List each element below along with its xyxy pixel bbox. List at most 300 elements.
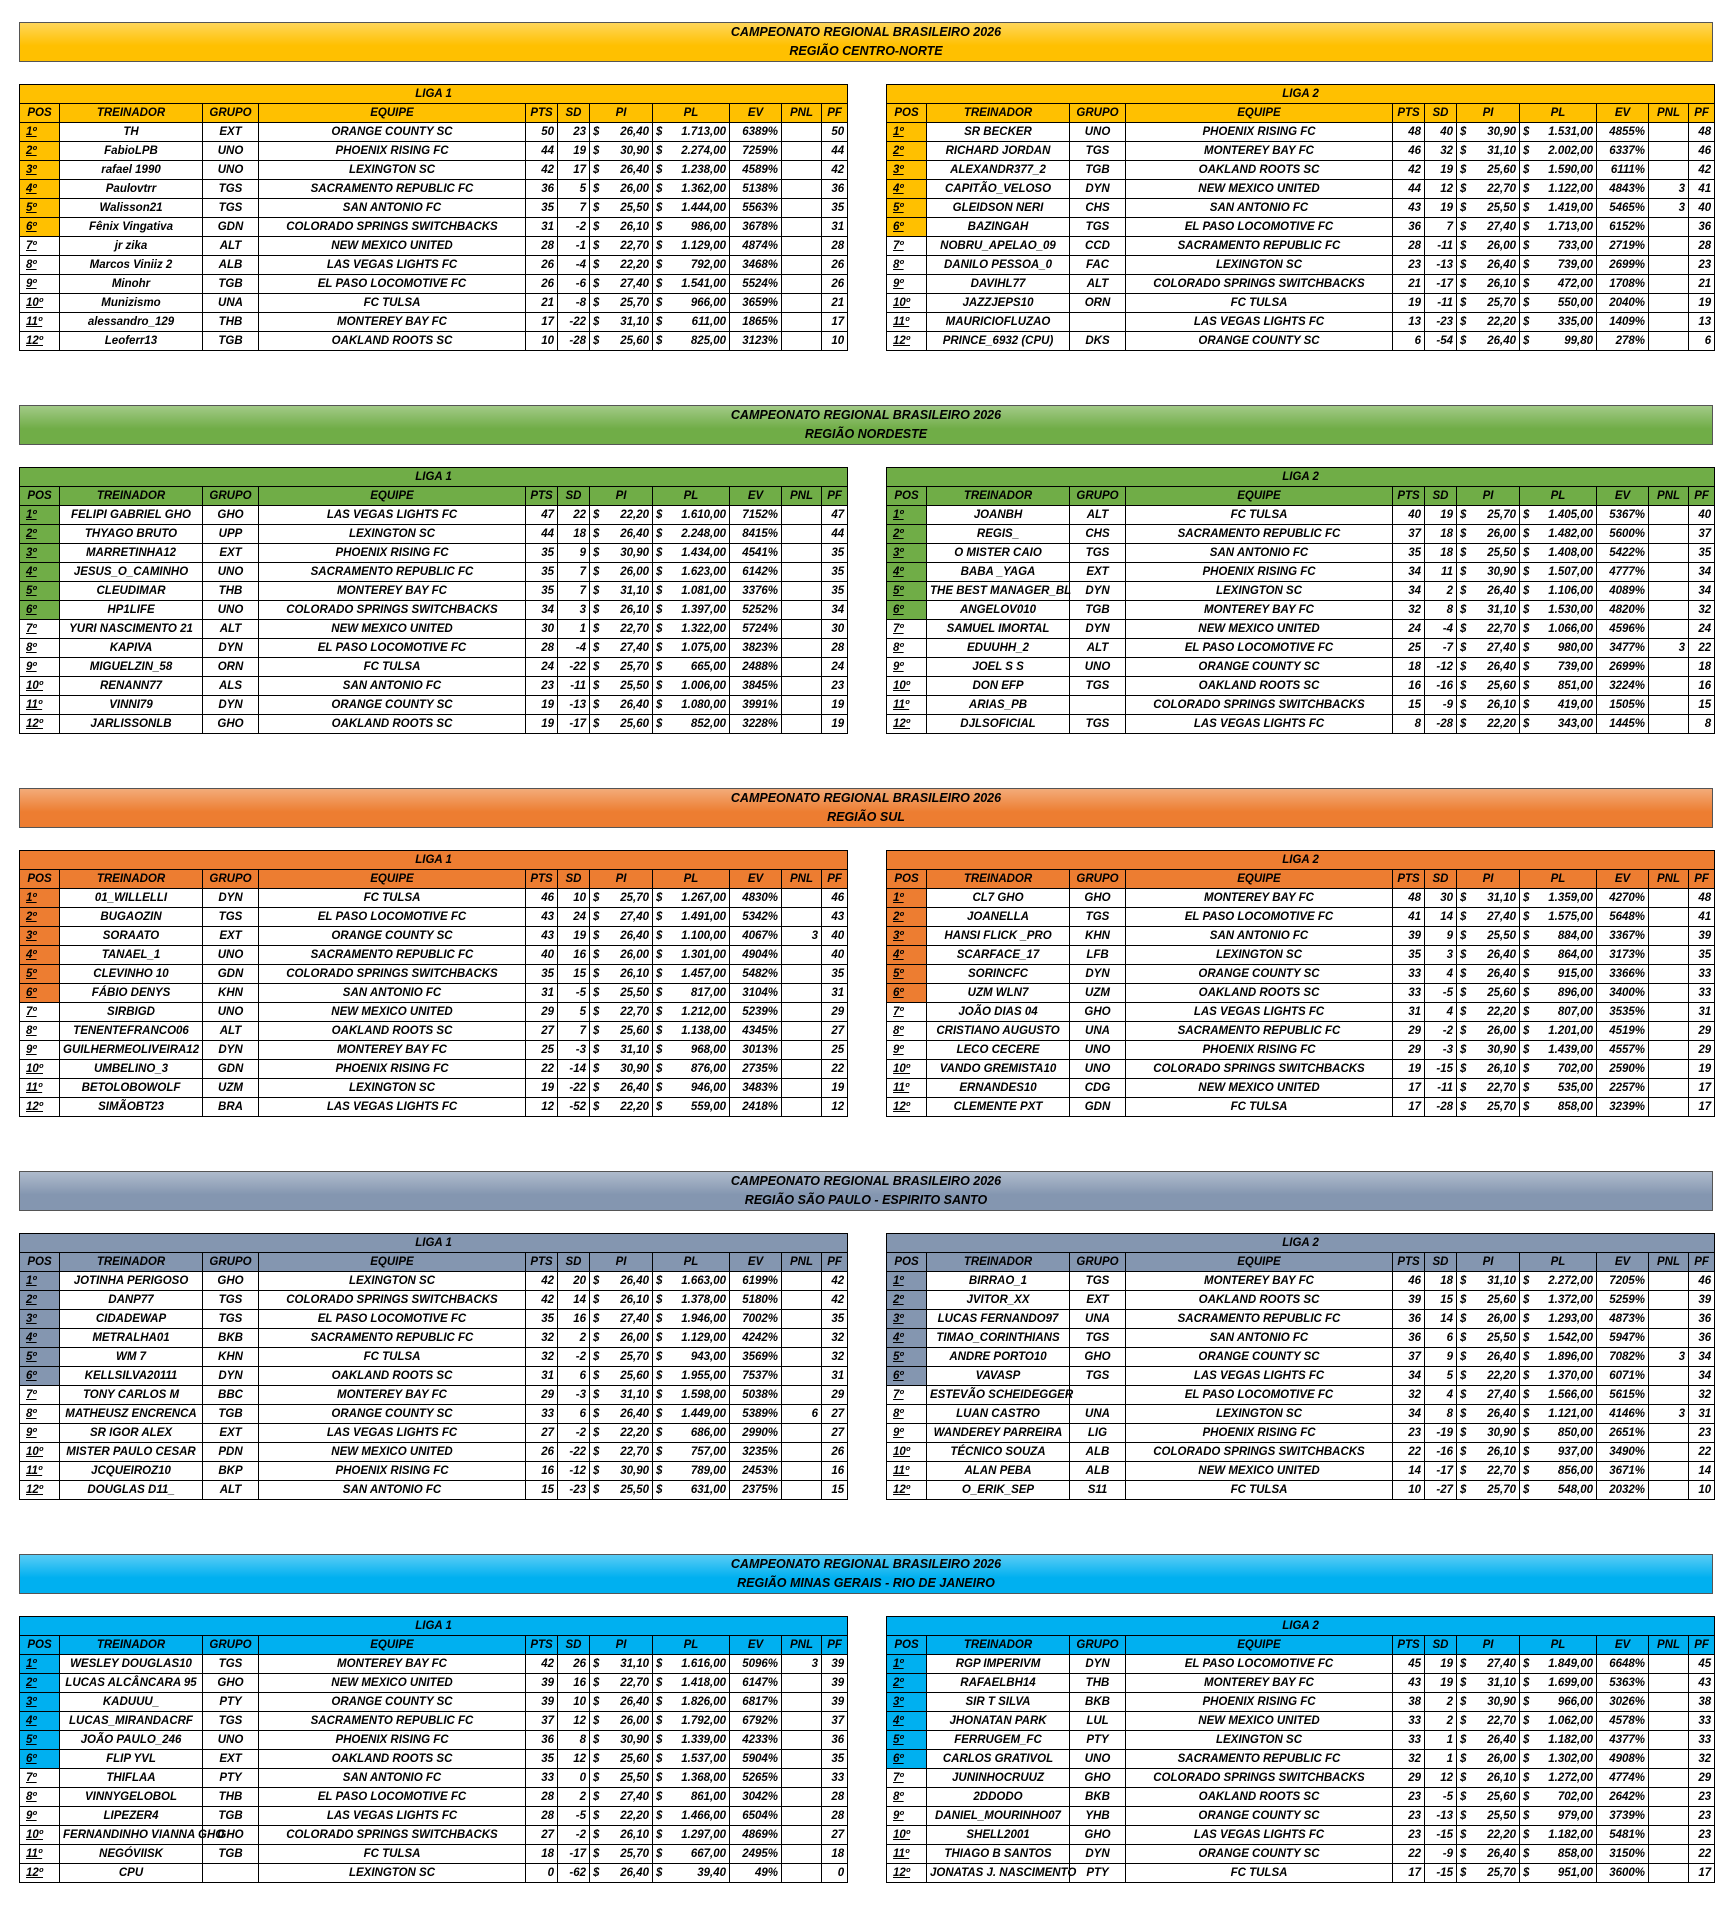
coach-name: Minohr: [60, 275, 203, 294]
goal-difference: -17: [1425, 1462, 1457, 1481]
pi-value: $ 26,40: [590, 1864, 653, 1883]
team-name: SACRAMENTO REPUBLIC FC: [259, 1329, 526, 1348]
team-name: FC TULSA: [259, 294, 526, 313]
currency-symbol: $: [593, 221, 600, 233]
header-row: [20, 487, 848, 506]
ev-value: 3224%: [1597, 677, 1649, 696]
ev-value: 5482%: [730, 965, 782, 984]
coach-name: LIPEZER4: [60, 1807, 203, 1826]
team-name: LEXINGTON SC: [1126, 946, 1393, 965]
penalty: [1649, 1769, 1689, 1788]
currency-symbol: $: [593, 335, 600, 347]
currency-symbol: $: [1460, 1370, 1467, 1382]
team-name: ORANGE COUNTY SC: [1126, 965, 1393, 984]
standing-row: [20, 1864, 848, 1883]
standing-row: [887, 1041, 1715, 1060]
team-name: PHOENIX RISING FC: [1126, 1424, 1393, 1443]
points: 42: [526, 1291, 558, 1310]
position: 1º: [20, 123, 60, 142]
pi-value: $ 26,10: [590, 601, 653, 620]
group: GDN: [1070, 1098, 1126, 1117]
pi-value: $ 31,10: [590, 313, 653, 332]
pi-value: $ 22,20: [1457, 1367, 1520, 1386]
goal-difference: -22: [558, 658, 590, 677]
pl-value: $ 702,00: [1520, 1060, 1597, 1079]
goal-difference: -8: [558, 294, 590, 313]
ev-value: 2375%: [730, 1481, 782, 1500]
position: 2º: [20, 1674, 60, 1693]
currency-symbol: $: [593, 183, 600, 195]
position: 9º: [20, 275, 60, 294]
group: PDN: [203, 1443, 259, 1462]
ev-value: 3671%: [1597, 1462, 1649, 1481]
team-name: LAS VEGAS LIGHTS FC: [259, 1098, 526, 1117]
group: TGB: [1070, 161, 1126, 180]
final-points: 27: [822, 1022, 848, 1041]
final-points: 31: [822, 984, 848, 1003]
currency-symbol: $: [1523, 547, 1530, 559]
currency-symbol: $: [1523, 566, 1530, 578]
goal-difference: -15: [1425, 1060, 1457, 1079]
pi-value: $ 25,60: [590, 715, 653, 734]
standing-row: [887, 889, 1715, 908]
group: UNO: [1070, 123, 1126, 142]
position: 12º: [887, 332, 927, 351]
pl-value: $ 2.248,00: [653, 525, 730, 544]
group: BRA: [203, 1098, 259, 1117]
team-name: LEXINGTON SC: [1126, 256, 1393, 275]
pi-value: $ 22,70: [590, 1003, 653, 1022]
pi-value: $ 22,70: [1457, 180, 1520, 199]
penalty: [1649, 1864, 1689, 1883]
column-header: PNL: [1649, 1253, 1689, 1272]
team-name: ORANGE COUNTY SC: [1126, 1807, 1393, 1826]
coach-name: JOANELLA: [927, 908, 1070, 927]
ev-value: 5038%: [730, 1386, 782, 1405]
coach-name: ANGELOV010: [927, 601, 1070, 620]
ev-value: 2990%: [730, 1424, 782, 1443]
goal-difference: 14: [1425, 1310, 1457, 1329]
group: CHS: [1070, 525, 1126, 544]
position: 3º: [887, 544, 927, 563]
standing-row: [20, 142, 848, 161]
penalty: 3: [1649, 180, 1689, 199]
pl-value: $ 667,00: [653, 1845, 730, 1864]
currency-symbol: $: [593, 1389, 600, 1401]
group: UNO: [203, 1731, 259, 1750]
currency-symbol: $: [593, 949, 600, 961]
penalty: [782, 658, 822, 677]
currency-symbol: $: [656, 680, 663, 692]
pi-value: $ 25,70: [1457, 1864, 1520, 1883]
final-points: 18: [822, 1845, 848, 1864]
goal-difference: -13: [558, 696, 590, 715]
currency-symbol: $: [593, 1867, 600, 1879]
goal-difference: 23: [558, 123, 590, 142]
column-header: POS: [887, 1636, 927, 1655]
final-points: 35: [822, 199, 848, 218]
pi-value: $ 26,00: [590, 1329, 653, 1348]
points: 29: [526, 1003, 558, 1022]
coach-name: THE BEST MANAGER_BL: [927, 582, 1070, 601]
position: 8º: [20, 639, 60, 658]
goal-difference: -11: [1425, 237, 1457, 256]
pi-value: $ 22,70: [590, 237, 653, 256]
goal-difference: 19: [1425, 161, 1457, 180]
column-header: PTS: [526, 487, 558, 506]
currency-symbol: $: [656, 1351, 663, 1363]
currency-symbol: $: [1460, 968, 1467, 980]
currency-symbol: $: [593, 164, 600, 176]
standing-row: [887, 506, 1715, 525]
penalty: 3: [782, 927, 822, 946]
penalty: [1649, 1845, 1689, 1864]
goal-difference: -5: [558, 1807, 590, 1826]
team-name: EL PASO LOCOMOTIVE FC: [1126, 908, 1393, 927]
position: 1º: [887, 1272, 927, 1291]
penalty: [782, 1079, 822, 1098]
pi-value: $ 26,10: [1457, 1443, 1520, 1462]
coach-name: JOEL S S: [927, 658, 1070, 677]
final-points: 31: [1689, 1405, 1715, 1424]
column-header: SD: [558, 870, 590, 889]
currency-symbol: $: [1460, 145, 1467, 157]
currency-symbol: $: [1460, 221, 1467, 233]
points: 22: [526, 1060, 558, 1079]
column-header: PL: [653, 104, 730, 123]
pl-value: $ 1.122,00: [1520, 180, 1597, 199]
team-name: COLORADO SPRINGS SWITCHBACKS: [1126, 696, 1393, 715]
ev-value: 6337%: [1597, 142, 1649, 161]
pi-value: $ 26,40: [590, 161, 653, 180]
standing-row: [20, 946, 848, 965]
pl-value: $ 1.542,00: [1520, 1329, 1597, 1348]
points: 48: [1393, 889, 1425, 908]
penalty: 3: [1649, 1405, 1689, 1424]
goal-difference: 12: [558, 1712, 590, 1731]
standing-row: [887, 946, 1715, 965]
pl-value: $ 1.419,00: [1520, 199, 1597, 218]
penalty: [782, 1367, 822, 1386]
team-name: LAS VEGAS LIGHTS FC: [259, 256, 526, 275]
group: DYN: [203, 1041, 259, 1060]
standing-row: [20, 218, 848, 237]
position: 5º: [20, 582, 60, 601]
penalty: [1649, 313, 1689, 332]
points: 34: [1393, 1367, 1425, 1386]
ev-value: 5648%: [1597, 908, 1649, 927]
penalty: [782, 1693, 822, 1712]
column-header: TREINADOR: [927, 870, 1070, 889]
position: 4º: [887, 563, 927, 582]
position: 10º: [20, 677, 60, 696]
group: ALT: [1070, 639, 1126, 658]
standing-row: [887, 1481, 1715, 1500]
goal-difference: -23: [1425, 313, 1457, 332]
column-header: POS: [887, 104, 927, 123]
currency-symbol: $: [1523, 1082, 1530, 1094]
position: 11º: [887, 696, 927, 715]
coach-name: ANDRE PORTO10: [927, 1348, 1070, 1367]
points: 26: [526, 256, 558, 275]
standing-row: [20, 1022, 848, 1041]
position: 11º: [20, 696, 60, 715]
column-header: PI: [1457, 1636, 1520, 1655]
points: 34: [1393, 1405, 1425, 1424]
points: 43: [1393, 1674, 1425, 1693]
pl-value: $ 1.359,00: [1520, 889, 1597, 908]
currency-symbol: $: [1523, 987, 1530, 999]
pl-value: $ 966,00: [1520, 1693, 1597, 1712]
pi-value: $ 25,50: [1457, 544, 1520, 563]
column-header: TREINADOR: [60, 1636, 203, 1655]
goal-difference: -28: [558, 332, 590, 351]
column-header: TREINADOR: [927, 1253, 1070, 1272]
team-name: NEW MEXICO UNITED: [1126, 620, 1393, 639]
points: 19: [526, 715, 558, 734]
column-header: GRUPO: [203, 1636, 259, 1655]
penalty: [1649, 1098, 1689, 1117]
points: 26: [526, 1443, 558, 1462]
currency-symbol: $: [593, 1829, 600, 1841]
currency-symbol: $: [656, 1772, 663, 1784]
position: 1º: [20, 889, 60, 908]
coach-name: JONATAS J. NASCIMENTO: [927, 1864, 1070, 1883]
pi-value: $ 26,10: [590, 1826, 653, 1845]
goal-difference: -17: [558, 1845, 590, 1864]
goal-difference: -2: [1425, 1022, 1457, 1041]
position: 4º: [887, 946, 927, 965]
pi-value: $ 26,40: [590, 1079, 653, 1098]
coach-name: FÁBIO DENYS: [60, 984, 203, 1003]
position: 10º: [20, 294, 60, 313]
column-header: EV: [730, 104, 782, 123]
group: GHO: [1070, 889, 1126, 908]
coach-name: TIMAO_CORINTHIANS: [927, 1329, 1070, 1348]
team-name: NEW MEXICO UNITED: [259, 237, 526, 256]
position: 9º: [887, 1041, 927, 1060]
team-name: PHOENIX RISING FC: [259, 544, 526, 563]
position: 2º: [887, 142, 927, 161]
pi-value: $ 25,50: [590, 677, 653, 696]
position: 8º: [887, 256, 927, 275]
pl-value: $ 856,00: [1520, 1462, 1597, 1481]
pl-value: $ 1.201,00: [1520, 1022, 1597, 1041]
group: TGS: [1070, 1329, 1126, 1348]
column-header: SD: [558, 1253, 590, 1272]
pl-value: $ 966,00: [653, 294, 730, 313]
standing-row: [887, 544, 1715, 563]
pi-value: $ 26,00: [1457, 1750, 1520, 1769]
ev-value: 5724%: [730, 620, 782, 639]
pl-value: $ 1.623,00: [653, 563, 730, 582]
team-name: NEW MEXICO UNITED: [1126, 180, 1393, 199]
penalty: [1649, 946, 1689, 965]
final-points: 23: [822, 677, 848, 696]
currency-symbol: $: [1460, 1351, 1467, 1363]
coach-name: FELIPI GABRIEL GHO: [60, 506, 203, 525]
goal-difference: -19: [1425, 1424, 1457, 1443]
penalty: [1649, 965, 1689, 984]
currency-symbol: $: [656, 1408, 663, 1420]
penalty: [1649, 1079, 1689, 1098]
pi-value: $ 26,40: [590, 927, 653, 946]
pl-value: $ 739,00: [1520, 658, 1597, 677]
points: 28: [1393, 237, 1425, 256]
penalty: [782, 237, 822, 256]
league-name: LIGA 1: [20, 468, 848, 487]
standing-row: [20, 677, 848, 696]
column-header: TREINADOR: [60, 870, 203, 889]
final-points: 34: [822, 601, 848, 620]
currency-symbol: $: [1523, 240, 1530, 252]
points: 24: [1393, 620, 1425, 639]
goal-difference: -1: [558, 237, 590, 256]
final-points: 39: [1689, 1291, 1715, 1310]
team-name: MONTEREY BAY FC: [259, 582, 526, 601]
currency-symbol: $: [656, 1294, 663, 1306]
penalty: [782, 1003, 822, 1022]
team-name: OAKLAND ROOTS SC: [259, 715, 526, 734]
ev-value: 7152%: [730, 506, 782, 525]
goal-difference: 1: [1425, 1731, 1457, 1750]
standing-row: [887, 1712, 1715, 1731]
currency-symbol: $: [1460, 1332, 1467, 1344]
team-name: PHOENIX RISING FC: [1126, 1693, 1393, 1712]
currency-symbol: $: [1460, 126, 1467, 138]
team-name: LAS VEGAS LIGHTS FC: [259, 1807, 526, 1826]
standing-row: [20, 601, 848, 620]
currency-symbol: $: [1523, 911, 1530, 923]
ev-value: 1505%: [1597, 696, 1649, 715]
points: 0: [526, 1864, 558, 1883]
position: 10º: [887, 294, 927, 313]
currency-symbol: $: [1460, 316, 1467, 328]
team-name: SAN ANTONIO FC: [1126, 544, 1393, 563]
ev-value: 5563%: [730, 199, 782, 218]
team-name: LEXINGTON SC: [259, 525, 526, 544]
pi-value: $ 31,10: [1457, 142, 1520, 161]
position: 4º: [20, 180, 60, 199]
position: 5º: [20, 1731, 60, 1750]
points: 12: [526, 1098, 558, 1117]
currency-symbol: $: [593, 1484, 600, 1496]
league-name: LIGA 2: [887, 468, 1715, 487]
pl-value: $ 1.408,00: [1520, 544, 1597, 563]
standing-row: [887, 1329, 1715, 1348]
group: ALB: [1070, 1462, 1126, 1481]
final-points: 50: [822, 123, 848, 142]
goal-difference: 2: [1425, 582, 1457, 601]
coach-name: JAZZJEPS10: [927, 294, 1070, 313]
team-name: EL PASO LOCOMOTIVE FC: [1126, 639, 1393, 658]
currency-symbol: $: [1460, 1006, 1467, 1018]
position: 4º: [887, 1712, 927, 1731]
position: 1º: [20, 1655, 60, 1674]
goal-difference: 40: [1425, 123, 1457, 142]
currency-symbol: $: [1523, 1829, 1530, 1841]
goal-difference: 14: [1425, 908, 1457, 927]
points: 27: [526, 1826, 558, 1845]
points: 15: [1393, 696, 1425, 715]
pl-value: $ 1.955,00: [653, 1367, 730, 1386]
final-points: 8: [1689, 715, 1715, 734]
region-name: REGIÃO MINAS GERAIS - RIO DE JANEIRO: [737, 1576, 995, 1590]
points: 35: [526, 965, 558, 984]
currency-symbol: $: [1460, 642, 1467, 654]
penalty: [1649, 123, 1689, 142]
pl-value: $ 686,00: [653, 1424, 730, 1443]
penalty: [782, 1462, 822, 1481]
ev-value: 3026%: [1597, 1693, 1649, 1712]
position: 8º: [20, 1788, 60, 1807]
team-name: SACRAMENTO REPUBLIC FC: [259, 563, 526, 582]
standing-row: [20, 715, 848, 734]
penalty: [782, 1329, 822, 1348]
currency-symbol: $: [1523, 1446, 1530, 1458]
league-name: LIGA 2: [887, 85, 1715, 104]
goal-difference: 4: [1425, 1003, 1457, 1022]
pl-value: $ 1.066,00: [1520, 620, 1597, 639]
coach-name: Walisson21: [60, 199, 203, 218]
league-table: [886, 1616, 1715, 1883]
standing-row: [20, 1443, 848, 1462]
pl-value: $ 858,00: [1520, 1845, 1597, 1864]
ev-value: 3739%: [1597, 1807, 1649, 1826]
currency-symbol: $: [593, 1025, 600, 1037]
column-header: EQUIPE: [259, 104, 526, 123]
pl-value: $ 1.616,00: [653, 1655, 730, 1674]
final-points: 27: [822, 1405, 848, 1424]
ev-value: 2488%: [730, 658, 782, 677]
penalty: [782, 275, 822, 294]
penalty: 3: [1649, 639, 1689, 658]
pi-value: $ 27,40: [1457, 639, 1520, 658]
goal-difference: 14: [558, 1291, 590, 1310]
points: 28: [526, 1807, 558, 1826]
group: ALT: [1070, 506, 1126, 525]
penalty: [782, 1272, 822, 1291]
goal-difference: 2: [558, 1788, 590, 1807]
standing-row: [20, 294, 848, 313]
group: PTY: [203, 1693, 259, 1712]
ev-value: 4869%: [730, 1826, 782, 1845]
pi-value: $ 27,40: [1457, 218, 1520, 237]
pl-value: $ 1.397,00: [653, 601, 730, 620]
final-points: 19: [822, 1079, 848, 1098]
currency-symbol: $: [1460, 1025, 1467, 1037]
standing-row: [20, 332, 848, 351]
team-name: OAKLAND ROOTS SC: [259, 1750, 526, 1769]
group: DYN: [1070, 620, 1126, 639]
currency-symbol: $: [593, 1313, 600, 1325]
pl-value: $ 946,00: [653, 1079, 730, 1098]
column-header: PF: [1689, 1636, 1715, 1655]
standing-row: [887, 1864, 1715, 1883]
column-header: EQUIPE: [1126, 1636, 1393, 1655]
pi-value: $ 26,00: [1457, 1022, 1520, 1041]
pi-value: $ 26,40: [1457, 1731, 1520, 1750]
penalty: [1649, 1329, 1689, 1348]
coach-name: DOUGLAS D11_: [60, 1481, 203, 1500]
group: UPP: [203, 525, 259, 544]
points: 31: [526, 1367, 558, 1386]
penalty: [782, 199, 822, 218]
team-name: MONTEREY BAY FC: [259, 313, 526, 332]
standing-row: [887, 1291, 1715, 1310]
currency-symbol: $: [593, 892, 600, 904]
goal-difference: 8: [1425, 601, 1457, 620]
